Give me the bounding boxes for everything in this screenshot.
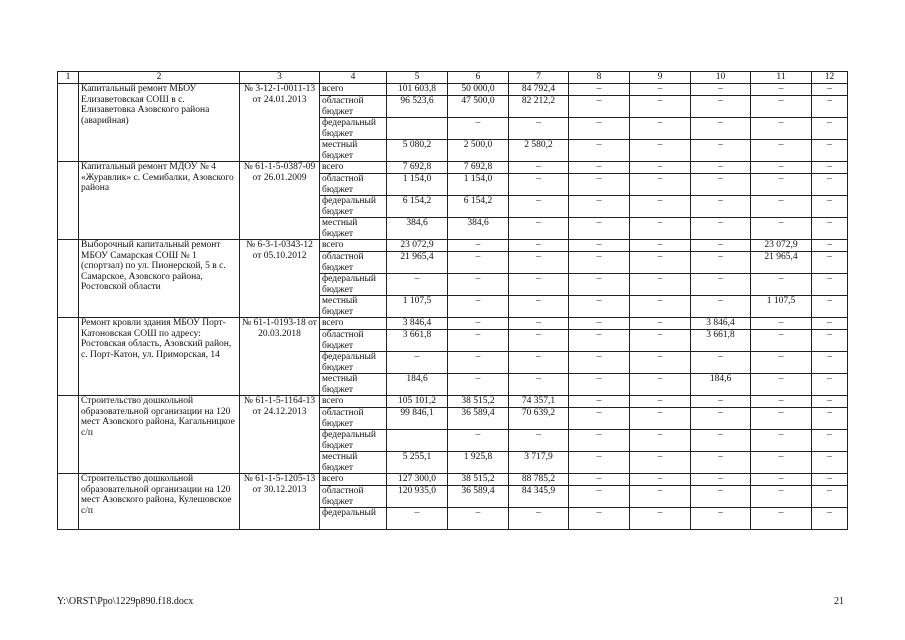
funding-source-cell: всего	[320, 162, 387, 174]
table-row	[58, 84, 848, 96]
value-cell: –	[509, 218, 569, 240]
value-cell: –	[630, 252, 691, 274]
value-cell: –	[569, 240, 630, 252]
value-cell: –	[812, 474, 848, 486]
value-cell: 1 154,0	[387, 174, 448, 196]
value-cell: 1 107,5	[387, 296, 448, 318]
value-cell: 3 846,4	[691, 318, 751, 330]
row-number-cell	[58, 396, 79, 474]
value-cell: –	[569, 196, 630, 218]
value-cell: –	[569, 408, 630, 430]
value-cell: –	[691, 84, 751, 96]
funding-source-cell: местный бюджет	[320, 452, 387, 474]
value-cell: 127 300,0	[387, 474, 448, 486]
value-cell: –	[630, 174, 691, 196]
value-cell: –	[751, 218, 812, 240]
value-cell: 101 603,8	[387, 84, 448, 96]
funding-source-cell: областной бюджет	[320, 96, 387, 118]
value-cell: –	[812, 486, 848, 508]
value-cell: –	[691, 174, 751, 196]
value-cell: –	[509, 296, 569, 318]
column-header-2: 2	[79, 72, 240, 84]
value-cell: 23 072,9	[751, 240, 812, 252]
value-cell: 3 846,4	[387, 318, 448, 330]
value-cell: –	[691, 96, 751, 118]
value-cell: –	[691, 274, 751, 296]
document-number-cell: № 61-1-5-1205-13 от 30.12.2013	[240, 474, 320, 530]
value-cell: 21 965,4	[387, 252, 448, 274]
column-header-6: 6	[448, 72, 509, 84]
funding-source-cell: федеральный бюджет	[320, 274, 387, 296]
value-cell: 21 965,4	[751, 252, 812, 274]
funding-source-cell: федеральный бюджет	[320, 352, 387, 374]
funding-source-cell: всего	[320, 396, 387, 408]
column-header-3: 3	[240, 72, 320, 84]
value-cell: 88 785,2	[509, 474, 569, 486]
table-row	[58, 318, 848, 330]
value-cell: –	[569, 430, 630, 452]
value-cell: –	[630, 162, 691, 174]
footer-file-path: Y:\ORST\Ppo\1229p890.f18.docx	[57, 596, 194, 607]
value-cell: –	[751, 118, 812, 140]
object-name-cell: Капитальный ремонт МБОУ Елизаветовская СОШ в с. Елизаветовка Азовского района (аварийная)	[79, 84, 240, 162]
value-cell: –	[448, 274, 509, 296]
value-cell: 23 072,9	[387, 240, 448, 252]
value-cell: 5 255,1	[387, 452, 448, 474]
value-cell: 84 345,9	[509, 486, 569, 508]
value-cell: –	[630, 140, 691, 162]
value-cell: –	[509, 330, 569, 352]
value-cell: 50 000,0	[448, 84, 509, 96]
value-cell: –	[387, 352, 448, 374]
value-cell: 38 515,2	[448, 396, 509, 408]
value-cell: –	[630, 486, 691, 508]
value-cell: 84 792,4	[509, 84, 569, 96]
funding-source-cell: всего	[320, 318, 387, 330]
value-cell: –	[691, 296, 751, 318]
value-cell: 99 846,1	[387, 408, 448, 430]
value-cell: –	[812, 296, 848, 318]
value-cell: –	[812, 84, 848, 96]
object-name-cell: Строительство дошкольной образовательной организации на 120 мест Азовского района, Кагальницкое с/п	[79, 396, 240, 474]
value-cell: 96 523,6	[387, 96, 448, 118]
table-header-row	[58, 72, 848, 84]
value-cell: –	[751, 408, 812, 430]
document-number-cell: № 61-1-5-0387-09 от 26.01.2009	[240, 162, 320, 240]
value-cell: –	[630, 296, 691, 318]
value-cell: –	[812, 352, 848, 374]
column-header-12: 12	[812, 72, 848, 84]
value-cell: 6 154,2	[387, 196, 448, 218]
row-number-cell	[58, 474, 79, 530]
column-header-4: 4	[320, 72, 387, 84]
value-cell: –	[448, 352, 509, 374]
value-cell: –	[569, 118, 630, 140]
value-cell: –	[448, 330, 509, 352]
value-cell: 120 935,0	[387, 486, 448, 508]
value-cell: –	[448, 374, 509, 396]
object-name-cell: Ремонт кровли здания МБОУ Порт-Катоновская СОШ по адресу: Ростовская область, Азовский район, с. Порт-Катон, ул. Приморская, 14	[79, 318, 240, 396]
value-cell: –	[630, 274, 691, 296]
value-cell: –	[630, 196, 691, 218]
value-cell: 1 925,8	[448, 452, 509, 474]
value-cell: –	[812, 408, 848, 430]
object-name-cell: Строительство дошкольной образовательной организации на 120 мест Азовского района, Кулешовское с/п	[79, 474, 240, 530]
value-cell: –	[812, 162, 848, 174]
value-cell: –	[812, 452, 848, 474]
funding-source-cell: областной бюджет	[320, 330, 387, 352]
value-cell: –	[751, 486, 812, 508]
column-header-9: 9	[630, 72, 691, 84]
funding-source-cell: областной бюджет	[320, 252, 387, 274]
value-cell: –	[569, 296, 630, 318]
value-cell: –	[509, 196, 569, 218]
value-cell: –	[812, 252, 848, 274]
value-cell: –	[387, 274, 448, 296]
value-cell: –	[569, 274, 630, 296]
value-cell: 3 661,8	[691, 330, 751, 352]
value-cell: –	[812, 274, 848, 296]
value-cell: –	[751, 196, 812, 218]
value-cell: –	[751, 174, 812, 196]
value-cell: –	[569, 140, 630, 162]
value-cell: –	[691, 196, 751, 218]
value-cell: 384,6	[448, 218, 509, 240]
value-cell: 36 589,4	[448, 408, 509, 430]
value-cell: 36 589,4	[448, 486, 509, 508]
value-cell: –	[691, 352, 751, 374]
value-cell: –	[569, 318, 630, 330]
value-cell: –	[630, 408, 691, 430]
value-cell: –	[812, 218, 848, 240]
column-header-7: 7	[509, 72, 569, 84]
value-cell: –	[630, 218, 691, 240]
value-cell: –	[812, 140, 848, 162]
funding-source-cell: местный бюджет	[320, 374, 387, 396]
value-cell	[387, 430, 448, 452]
value-cell: –	[751, 430, 812, 452]
value-cell: –	[448, 252, 509, 274]
value-cell: –	[630, 118, 691, 140]
value-cell: –	[387, 508, 448, 530]
value-cell: –	[751, 140, 812, 162]
value-cell: –	[751, 274, 812, 296]
value-cell: –	[812, 374, 848, 396]
value-cell: –	[448, 318, 509, 330]
value-cell: 82 212,2	[509, 96, 569, 118]
value-cell: 1 154,0	[448, 174, 509, 196]
value-cell: –	[569, 352, 630, 374]
value-cell: –	[569, 84, 630, 96]
value-cell: 184,6	[387, 374, 448, 396]
value-cell: –	[630, 318, 691, 330]
value-cell: 47 500,0	[448, 96, 509, 118]
value-cell: –	[630, 430, 691, 452]
value-cell: –	[751, 474, 812, 486]
value-cell: –	[509, 318, 569, 330]
value-cell: –	[448, 430, 509, 452]
document-number-cell: № 3-12-1-0011-13 от 24.01.2013	[240, 84, 320, 162]
table-row	[58, 396, 848, 408]
value-cell: –	[448, 240, 509, 252]
value-cell: –	[751, 84, 812, 96]
value-cell: –	[812, 174, 848, 196]
value-cell: –	[812, 396, 848, 408]
value-cell: –	[691, 240, 751, 252]
funding-source-cell: областной бюджет	[320, 174, 387, 196]
value-cell: 7 692,8	[448, 162, 509, 174]
funding-source-cell: областной бюджет	[320, 486, 387, 508]
funding-source-cell: федеральный бюджет	[320, 430, 387, 452]
value-cell: –	[751, 396, 812, 408]
footer-page-number: 21	[834, 596, 844, 607]
value-cell: –	[691, 118, 751, 140]
value-cell: 5 080,2	[387, 140, 448, 162]
value-cell: –	[509, 240, 569, 252]
value-cell: –	[691, 140, 751, 162]
value-cell: –	[509, 274, 569, 296]
document-number-cell: № 61-1-5-1164-13 от 24.12.2013	[240, 396, 320, 474]
value-cell: –	[751, 352, 812, 374]
value-cell: 384,6	[387, 218, 448, 240]
column-header-8: 8	[569, 72, 630, 84]
funding-source-cell: местный бюджет	[320, 296, 387, 318]
value-cell: –	[630, 508, 691, 530]
value-cell: –	[509, 174, 569, 196]
value-cell: –	[509, 374, 569, 396]
value-cell: 2 500,0	[448, 140, 509, 162]
value-cell: –	[630, 396, 691, 408]
value-cell: –	[569, 96, 630, 118]
value-cell: 38 515,2	[448, 474, 509, 486]
value-cell: 105 101,2	[387, 396, 448, 408]
value-cell: –	[751, 452, 812, 474]
value-cell: –	[812, 430, 848, 452]
value-cell: –	[630, 474, 691, 486]
value-cell: –	[630, 240, 691, 252]
value-cell: –	[569, 374, 630, 396]
value-cell: –	[630, 452, 691, 474]
value-cell: –	[630, 96, 691, 118]
funding-source-cell: федеральный бюджет	[320, 196, 387, 218]
value-cell: –	[691, 396, 751, 408]
value-cell: –	[691, 486, 751, 508]
value-cell: –	[569, 474, 630, 486]
document-number-cell: № 61-1-0193-18 от 20.03.2018	[240, 318, 320, 396]
value-cell: –	[569, 330, 630, 352]
value-cell: 7 692,8	[387, 162, 448, 174]
value-cell: –	[630, 330, 691, 352]
funding-source-cell: всего	[320, 474, 387, 486]
value-cell: –	[812, 330, 848, 352]
row-number-cell	[58, 318, 79, 396]
funding-table	[57, 71, 848, 530]
document-number-cell: № 6-3-1-0343-12 от 05.10.2012	[240, 240, 320, 318]
value-cell: –	[691, 218, 751, 240]
value-cell: 3 717,9	[509, 452, 569, 474]
value-cell: –	[509, 162, 569, 174]
value-cell: –	[751, 96, 812, 118]
column-header-5: 5	[387, 72, 448, 84]
value-cell: –	[448, 508, 509, 530]
value-cell: –	[812, 508, 848, 530]
value-cell: –	[751, 318, 812, 330]
object-name-cell: Капитальный ремонт МДОУ № 4 «Журавлик» с. Семибалки, Азовского района	[79, 162, 240, 240]
value-cell: –	[691, 162, 751, 174]
value-cell: –	[812, 96, 848, 118]
value-cell: –	[691, 408, 751, 430]
value-cell: 1 107,5	[751, 296, 812, 318]
value-cell: –	[509, 430, 569, 452]
value-cell: –	[751, 374, 812, 396]
column-header-11: 11	[751, 72, 812, 84]
value-cell: –	[751, 508, 812, 530]
column-header-1: 1	[58, 72, 79, 84]
value-cell: –	[751, 330, 812, 352]
column-header-10: 10	[691, 72, 751, 84]
value-cell: –	[812, 196, 848, 218]
value-cell: –	[509, 118, 569, 140]
funding-source-cell: местный бюджет	[320, 140, 387, 162]
value-cell: –	[691, 508, 751, 530]
value-cell: 6 154,2	[448, 196, 509, 218]
row-number-cell	[58, 84, 79, 162]
value-cell: –	[569, 452, 630, 474]
table-row	[58, 474, 848, 486]
table-body	[58, 84, 848, 530]
funding-source-cell: всего	[320, 84, 387, 96]
value-cell: –	[812, 118, 848, 140]
table-row	[58, 162, 848, 174]
value-cell: –	[509, 252, 569, 274]
value-cell: –	[812, 240, 848, 252]
value-cell: –	[569, 218, 630, 240]
row-number-cell	[58, 240, 79, 318]
funding-source-cell: всего	[320, 240, 387, 252]
value-cell: 184,6	[691, 374, 751, 396]
value-cell: –	[691, 452, 751, 474]
funding-source-cell: областной бюджет	[320, 408, 387, 430]
funding-source-cell: федеральный бюджет	[320, 118, 387, 140]
value-cell: 3 661,8	[387, 330, 448, 352]
funding-source-cell: местный бюджет	[320, 218, 387, 240]
row-number-cell	[58, 162, 79, 240]
value-cell: –	[691, 430, 751, 452]
value-cell: –	[630, 352, 691, 374]
value-cell	[387, 118, 448, 140]
value-cell: –	[630, 84, 691, 96]
value-cell: –	[509, 508, 569, 530]
value-cell: 74 357,1	[509, 396, 569, 408]
table-row	[58, 240, 848, 252]
value-cell: –	[630, 374, 691, 396]
value-cell: –	[509, 352, 569, 374]
object-name-cell: Выборочный капитальный ремонт МБОУ Самарская СОШ № 1 (спортзал) по ул. Пионерской, 5 в с. Самарское, Азовского района, Ростовской области	[79, 240, 240, 318]
value-cell: 2 580,2	[509, 140, 569, 162]
value-cell: –	[448, 296, 509, 318]
value-cell: –	[569, 252, 630, 274]
value-cell: –	[569, 174, 630, 196]
value-cell: –	[569, 486, 630, 508]
value-cell: –	[691, 474, 751, 486]
value-cell: –	[812, 318, 848, 330]
value-cell: –	[569, 396, 630, 408]
value-cell: –	[569, 162, 630, 174]
value-cell: –	[751, 162, 812, 174]
value-cell: –	[448, 118, 509, 140]
value-cell: –	[691, 252, 751, 274]
value-cell: –	[569, 508, 630, 530]
funding-source-cell: федеральный	[320, 508, 387, 530]
value-cell: 70 639,2	[509, 408, 569, 430]
